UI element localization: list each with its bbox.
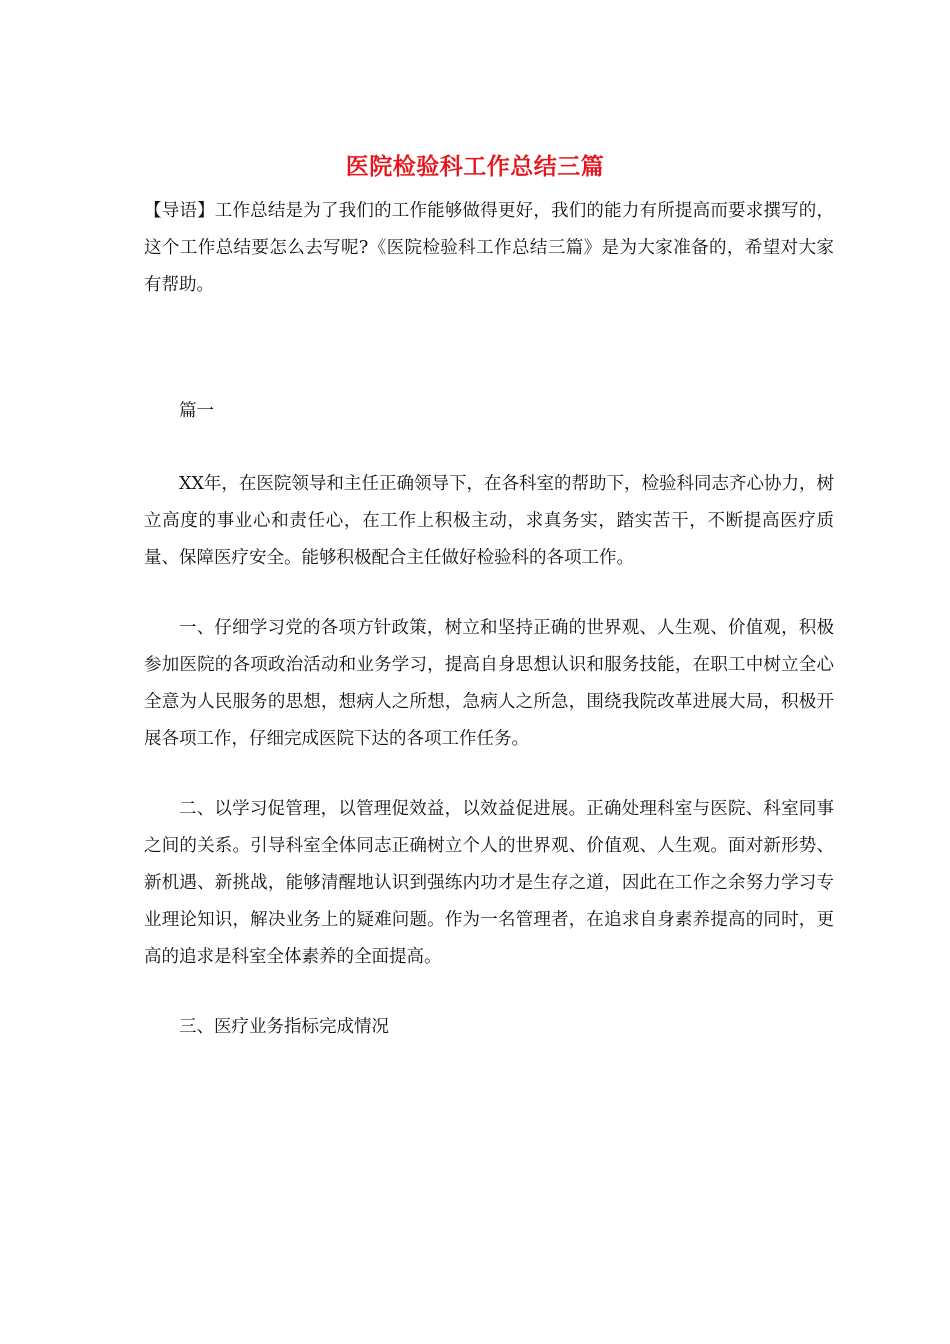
body-paragraph: 二、以学习促管理，以管理促效益，以效益促进展。正确处理科室与医院、科室同事之间的关系。引导科室全体同志正确树立个人的世界观、价值观、人生观。面对新形势、新机遇、新挑战，能够清醒地认识到强练内功才是生存之道，因此在工作之余努力学习专业理论知识，解决业务上的疑难问题。作为一名管理者，在追求自身素养提高的同时，更高的追求是科室全体素养的全面提高。 bbox=[144, 799, 834, 967]
spacer bbox=[144, 758, 834, 791]
section-heading: 篇一 bbox=[179, 401, 214, 421]
spacer bbox=[144, 577, 834, 610]
spacer bbox=[144, 430, 834, 466]
body-paragraph: 一、仔细学习党的各项方针政策，树立和坚持正确的世界观、人生观、价值观，积极参加医院的各项政治活动和业务学习，提高自身思想认识和服务技能，在职工中树立全心全意为人民服务的思想，想病人之所想，急病人之所急，围绕我院改革进展大局，积极开展各项工作，仔细完成医院下达的各项工作任务。 bbox=[144, 618, 834, 749]
document-title: 医院检验科工作总结三篇 bbox=[345, 153, 605, 180]
body-paragraph: 三、医疗业务指标完成情况 bbox=[179, 1017, 389, 1037]
body-paragraph: XX年，在医院领导和主任正确领导下，在各科室的帮助下，检验科同志齐心协力，树立高度的事业心和责任心，在工作上积极主动，求真务实，踏实苦干，不断提高医疗质量、保障医疗安全。能够积极配合主任做好检验科的各项工作。 bbox=[144, 474, 834, 568]
document-body bbox=[144, 193, 834, 1046]
spacer bbox=[144, 976, 834, 1009]
intro-paragraph: 【导语】工作总结是为了我们的工作能够做得更好，我们的能力有所提高而要求撰写的，这个工作总结要怎么去写呢?《医院检验科工作总结三篇》是为大家准备的，希望对大家有帮助。 bbox=[144, 201, 834, 295]
spacer bbox=[144, 304, 834, 393]
